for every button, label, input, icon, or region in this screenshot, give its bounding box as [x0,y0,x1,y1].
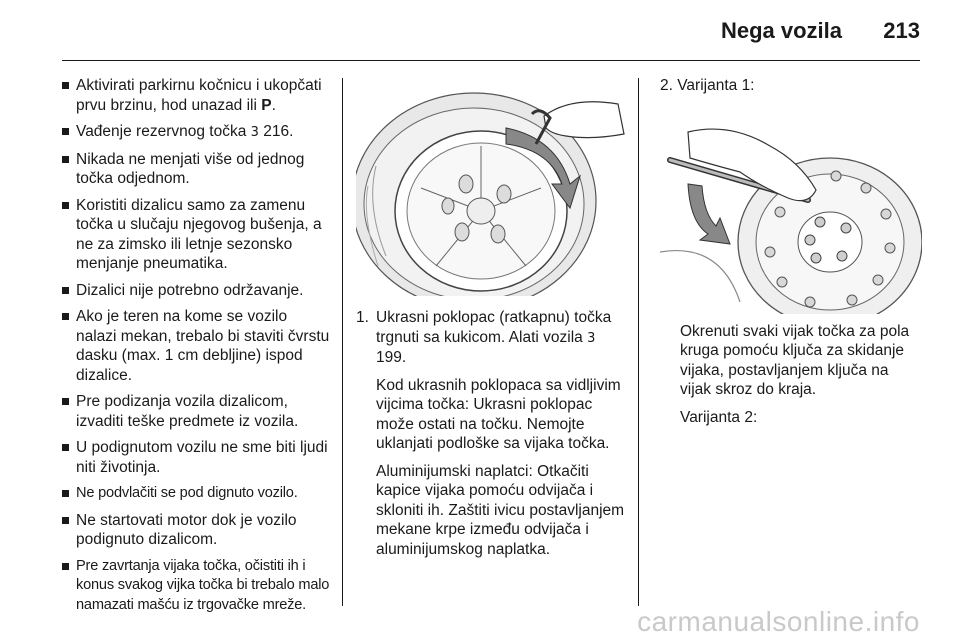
bullet-square-icon [62,287,69,294]
safety-bullet-item [62,511,330,550]
column-divider-left [342,78,343,606]
bullet-page-ref[interactable]: 216 [263,123,290,140]
bullet-square-icon [62,202,69,209]
bullet-text: Aktivirati parkirnu kočnicu i ukopčati prvu brzinu, hod unazad ili [76,77,322,114]
safety-bullet-item [62,557,330,616]
bullet-square-icon [62,82,69,89]
step-1-page-ref[interactable]: 199 [376,349,402,366]
bullet-text: Nikada ne menjati više od jednog točka odjednom. [76,150,305,187]
watermark: carmanualsonline.info [637,606,920,637]
bolt-hubcap-paragraph: Kod ukrasnih poklopaca sa vidljivim vijcima točka: Ukrasni poklopac može ostati na točku. Nemojte uklanjati podloške sa vijaka točka. [376,376,621,452]
left-column [62,76,330,622]
bullet-text: Koristiti dizalicu samo za zamenu točka u slučaju njegovog bušenja, a ne za zimsko ili letnje sezonsko menjanje pneumatika. [76,196,322,272]
bullet-suffix: . [289,123,294,140]
safety-bullet-item [62,196,330,274]
bullet-text: Dizalici nije potrebno održavanje. [76,281,304,299]
bullet-suffix: . [271,96,276,114]
bullet-square-icon [62,128,69,135]
page-header [0,0,960,62]
wheel-wrench-illustration [660,102,922,314]
safety-bullet-item [62,484,330,504]
middle-column [356,76,626,567]
page-title: Nega vozila [720,18,842,43]
step-1 [356,308,626,559]
bullet-text: U podignutom vozilu ne sme biti ljudi niti životinja. [76,439,328,476]
safety-bullet-item [62,281,330,301]
bullet-square-icon [62,490,69,497]
header-rule [62,60,920,61]
step-2-body [660,322,922,428]
safety-bullet-item [62,150,330,189]
hubcap-removal-illustration [356,76,626,296]
step-1-number: 1. [356,309,369,326]
variant-1-instruction: Okrenuti svaki vijak točka za pola kruga pomoću ključa za skidanje vijaka, postavljanjem ključa na vijak skroz do kraja. [680,322,910,398]
page-number: 213 [883,18,920,43]
bullet-text: Ne startovati motor dok je vozilo podignuto dizalicom. [76,511,297,548]
safety-bullet-item [62,392,330,431]
safety-bullet-item [62,122,330,143]
step-1-text: Ukrasni poklopac (ratkapnu) točka trgnuti sa kukicom. Alati vozila [376,309,612,346]
variant-2-heading: Varijanta 2: [680,408,758,426]
page-ref-arrow-icon: 3 [250,125,259,140]
bullet-square-icon [62,398,69,405]
safety-bullet-list [62,76,330,615]
column-divider-right [638,78,639,606]
bullet-square-icon [62,444,69,451]
bullet-text: Pre podizanja vozila dizalicom, izvaditi teške predmete iz vozila. [76,393,299,430]
bullet-square-icon [62,156,69,163]
bullet-bold-text: P [261,96,272,114]
bullet-text: Ako je teren na kome se vozilo nalazi mekan, trebalo bi staviti čvrstu dasku (max. 1 cm debljine) ispod dizalice. [76,308,330,384]
right-column [660,76,922,435]
safety-bullet-item [62,76,330,115]
safety-bullet-item [62,438,330,477]
step-2-heading: 2. Varijanta 1: [660,77,755,94]
bullet-square-icon [62,563,69,570]
safety-bullet-item [62,307,330,385]
bullet-square-icon [62,313,69,320]
bullet-text: Pre zavrtanja vijaka točka, očistiti ih i konus svakog vijka točka bi trebalo malo namazati mašću iz trgovačke mreže. [76,557,330,613]
bullet-square-icon [62,517,69,524]
page-ref-arrow-icon: 3 [587,330,596,346]
alloy-rim-paragraph: Aluminijumski naplatci: Otkačiti kapice vijaka pomoću odvijača i skloniti ih. Zaštiti ivicu postavljanjem mekane krpe između odvijača i aluminijumskog naplatka. [376,462,625,558]
step-1-period: . [401,349,407,366]
bullet-text: Vađenje rezervnog točka [76,123,251,140]
bullet-text: Ne podvlačiti se pod dignuto vozilo. [76,485,298,501]
